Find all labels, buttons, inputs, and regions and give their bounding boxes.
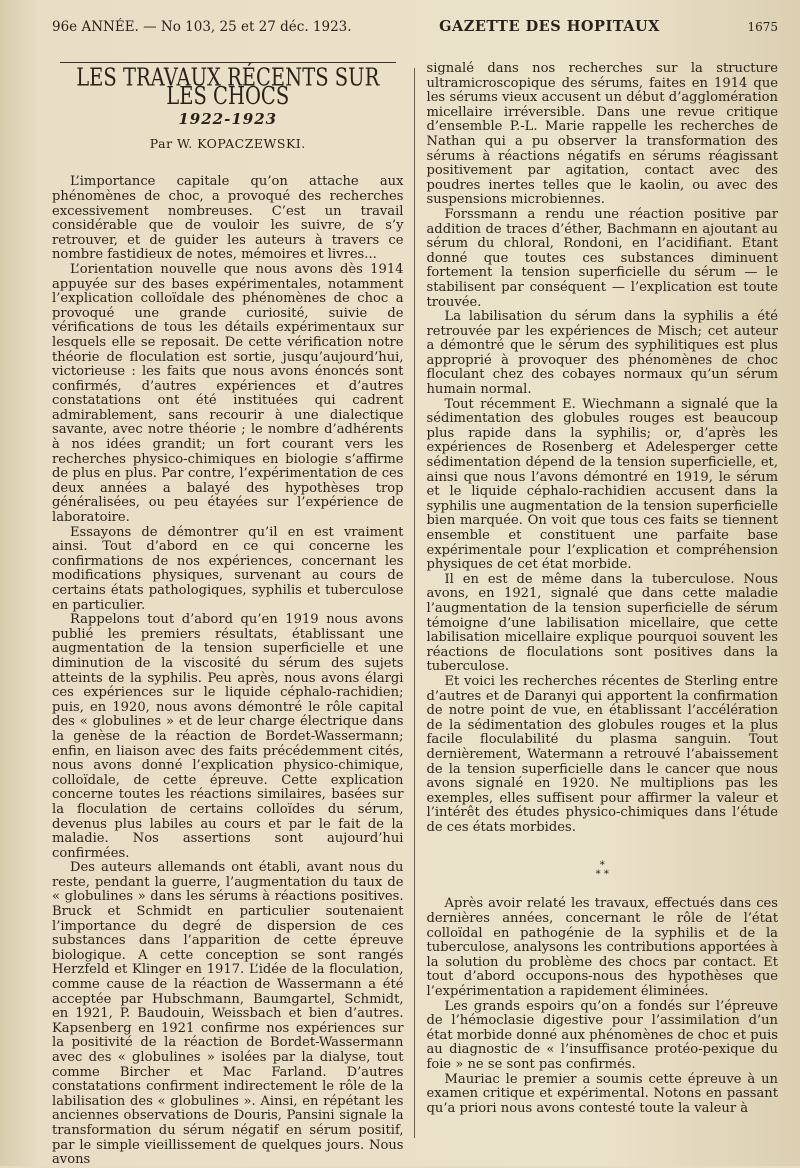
article-author: Par W. KOPACZEWSKI. (149, 135, 306, 151)
page-number: 1675 (747, 20, 778, 34)
paragraph: Les grands espoirs qu’on a fondés sur l’épreuve de l’hémoclasie digestive pour l’assimilation d’un état morbide donné aux phénomènes de choc et puis au diagnostic de « l’insuffisance protéo-pexique du foie » ne se sont pas confirmés. (426, 998, 778, 1072)
column-divider (414, 68, 415, 1138)
paragraph: L’orientation nouvelle que nous avons dès 1914 appuyée sur des bases expérimentales, notamment l’explication colloïdale des phénomènes de choc a provoqué une grande curiosité, suivie de vérifications de tous les détails expérimentaux sur lesquels elle se reposait. De cette vérification notre théorie de floculation est sortie, jusqu’aujourd’hui, victorieuse : les faits que nous avons énoncés sont confirmés, d’autres expériences et d’autres constatations ont été instituées qui cadrent admirablement, sans recourir à une dialectique savante, avec notre théorie ; le nombre d’adhérents à nos idées grandit; un fort courant vers les recherches physico-chimiques en biologie s’affirme de plus en plus. Par contre, l’expérimentation de ces deux années a balayé des hypothèses trop généralisées, ou peu étayées sur l’expérience de laboratoire. (52, 261, 404, 526)
asterism-top: * (599, 860, 605, 872)
paragraph: Essayons de démontrer qu’il en est vraiment ainsi. Tout d’abord en ce qui concerne les confirmations de nos expériences, concernant les modifications physiques, survenant au cours de certains états pathologiques, syphilis et tuberculose en particulier. (52, 524, 404, 613)
article-years: 1922-1923 (178, 110, 278, 129)
paragraph: La labilisation du sérum dans la syphilis a été retrouvée par les expériences de Misch; cet auteur a démontré que le sérum des syphilitiques est plus approprié à provoquer des phénomènes de choc floculant chez des cobayes normaux qu’un sérum humain normal. (426, 309, 778, 398)
page-header (52, 18, 778, 42)
right-column (427, 62, 779, 1168)
article-columns (52, 62, 778, 1168)
left-column (52, 62, 404, 1168)
paragraph: Des auteurs allemands ont établi, avant nous du reste, pendant la guerre, l’augmentation du taux de « globulines » dans les sérums à réactions positives. Bruck et Schmidt en particulier soutenaient l’importance du degré de dispersion de ces substances dans l’apparition de cette épreuve biologique. A cette conception se sont rangés Herzfeld et Klinger en 1917. L’idée de la floculation, comme cause de la réaction de Wassermann a été acceptée par Hubschmann, Baumgartel, Schmidt, en 1921, P. Baudouin, Weissbach et bien d’autres. Kapsenberg en 1921 confirme nos expériences sur la positivité de la réaction de Bordet-Wassermann avec des « globulines » isolées par la dialyse, tout comme Bircher et Mac Farland. D’autres constatations confirment indirectement le rôle de la labilisation des « globulines ». Ainsi, en répétant les anciennes observations de Douris, Pansini signale la transformation du sérum négatif en sérum positif, par le simple vieillissement de quelques jours. Nous avons (52, 860, 404, 1168)
paragraph: Forssmann a rendu une réaction positive par addition de traces d’éther, Bachmann en ajoutant au sérum du chloral, Rondoni, en l’acidifiant. Etant donné que toutes ces substances diminuent fortement la tension superficielle du sérum — le stabilisent par conséquent — l’explication est toute trouvée. (426, 206, 778, 310)
journal-title: GAZETTE DES HOPITAUX (439, 18, 660, 35)
paragraph: Mauriac le premier a soumis cette épreuve à un examen critique et expérimental. Notons en passant qu’a priori nous avons contesté toute la valeur à (426, 1071, 778, 1116)
issue-info: 96e ANNÉE. — No 103, 25 et 27 déc. 1923. (52, 19, 352, 35)
paragraph: L’importance capitale qu’on attache aux phénomènes de choc, a provoqué des recherches excessivement nombreuses. C’est un travail considérable que de vouloir les suivre, de s’y retrouver, et de guider les auteurs à travers ce nombre fastidieux de notes, mémoires et livres... (52, 174, 404, 263)
article-title: LES TRAVAUX RÉCENTS SUR LES CHOCS (76, 62, 380, 110)
paragraph: Il en est de même dans la tuberculose. Nous avons, en 1921, signalé que dans cette maladie l’augmentation de la tension superficielle de sérum témoigne d’une labilisation micellaire, que cette labilisation micellaire explique pourquoi souvent les réactions de floculations sont positives dans la tuberculose. (426, 571, 778, 675)
paragraph: signalé dans nos recherches sur la structure ultramicroscopique des sérums, faites en 1914 que les sérums vieux accusent un début d’agglomération micellaire irréversible. Dans une revue critique d’ensemble P.-L. Marie rappelle les recherches de Nathan qui a pu observer la transformation des sérums à réactions négatifs en sérums réagissant positivement par agitation, contact avec des poudres inertes telles que le kaolin, ou avec des suspensions microbiennes. (426, 61, 778, 208)
asterism-bottom: * * (595, 869, 609, 881)
paragraph: Rappelons tout d’abord qu’en 1919 nous avons publié les premiers résultats, établissant une augmentation de la tension superficielle et une diminution de la viscosité du sérum des sujets atteints de la syphilis. Peu après, nous avons élargi ces expériences sur le liquide céphalo-rachidien; puis, en 1920, nous avons démontré le rôle capital des « globulines » et de leur charge électrique dans la genèse de la réaction de Bordet-Wassermann; enfin, en liaison avec des faits précédemment cités, nous avons donné l’explication physico-chimique, colloïdale, de cette épreuve. Cette explication concerne toutes les réactions similaires, basées sur la floculation de certains colloïdes du sérum, devenus plus labiles au cours et par le fait de la maladie. Nos assertions sont aujourd’hui confirmées. (52, 612, 404, 861)
paragraph: Tout récemment E. Wiechmann a signalé que la sédimentation des globules rouges est beaucoup plus rapide dans la syphilis; or, d’après les expériences de Rosenberg et Adelesperger cette sédimentation dépend de la tension superficielle, et, ainsi que nous l’avons démontré en 1919, le sérum et le liquide céphalo-rachidien accusent dans la syphilis une augmentation de la tension superficielle bien marquée. On voit que tous ces faits se tiennent ensemble et constituent une parfaite base expérimentale pour l’explication et compréhension physiques de cet état morbide. (426, 396, 778, 573)
paragraph: Et voici les recherches récentes de Sterling entre d’autres et de Daranyi qui apportent la confirmation de notre point de vue, en établissant l’accélération de la sédimentation des globules rouges et la plus facile floculabilité du plasma sanguin. Tout dernièrement, Watermann a retrouvé l’abaissement de la tension superficielle dans le cancer que nous avons signalé en 1920. Ne multiplions pas les exemples, elles suffisent pour affirmer la valeur et l’intérêt des études physico-chimiques dans l’étude de ces états morbides. (426, 673, 778, 835)
paragraph: Après avoir relaté les travaux, effectués dans ces dernières années, concernant le rôle de l’état colloïdal en pathogénie de la syphilis et de la tuberculose, analysons les contributions apportées à la solution du problème des chocs par contact. Et tout d’abord occupons-nous des hypothèses que l’expérimentation a rapidement éliminées. (426, 896, 778, 1000)
section-separator (427, 861, 779, 879)
article-heading (60, 62, 396, 151)
